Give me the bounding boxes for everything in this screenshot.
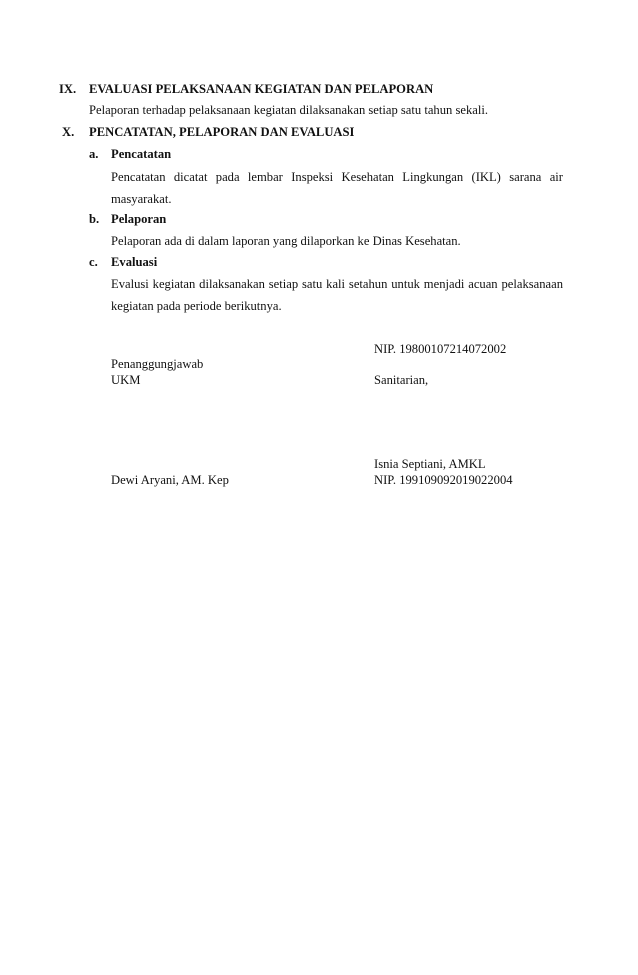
item-c-line-2: kegiatan pada periode berikutnya. — [111, 299, 282, 313]
left-signatory-name: Dewi Aryani, AM. Kep — [111, 473, 229, 487]
section-ix-title: EVALUASI PELAKSANAAN KEGIATAN DAN PELAPORAN — [89, 82, 434, 96]
section-ix-body: Pelaporan terhadap pelaksanaan kegiatan dilaksanakan setiap satu tahun sekali. — [89, 103, 488, 117]
section-x-number: X. — [62, 125, 75, 139]
item-c-title: Evaluasi — [111, 255, 158, 269]
right-top-nip: NIP. 19800107214072002 — [374, 342, 507, 356]
right-role: Sanitarian, — [374, 373, 429, 387]
right-signatory-name: Isnia Septiani, AMKL — [374, 457, 486, 471]
item-a-letter: a. — [89, 147, 99, 161]
item-c-letter: c. — [89, 255, 98, 269]
item-a-line-1: Pencatatan dicatat pada lembar Inspeksi Kesehatan Lingkungan (IKL) sarana air — [111, 170, 563, 184]
section-x-title: PENCATATAN, PELAPORAN DAN EVALUASI — [89, 125, 355, 139]
item-a-line-2: masyarakat. — [111, 192, 172, 206]
item-b-letter: b. — [89, 212, 100, 226]
section-ix-number: IX. — [59, 82, 77, 96]
item-a-title: Pencatatan — [111, 147, 172, 161]
item-c-line-1: Evalusi kegiatan dilaksanakan setiap satu kali setahun untuk menjadi acuan pelaksanaan — [111, 277, 563, 291]
left-role-line-2: UKM — [111, 373, 141, 387]
right-signatory-nip: NIP. 199109092019022004 — [374, 473, 513, 487]
left-role-line-1: Penanggungjawab — [111, 357, 204, 371]
item-b-title: Pelaporan — [111, 212, 167, 226]
item-b-line-1: Pelaporan ada di dalam laporan yang dilaporkan ke Dinas Kesehatan. — [111, 234, 461, 248]
